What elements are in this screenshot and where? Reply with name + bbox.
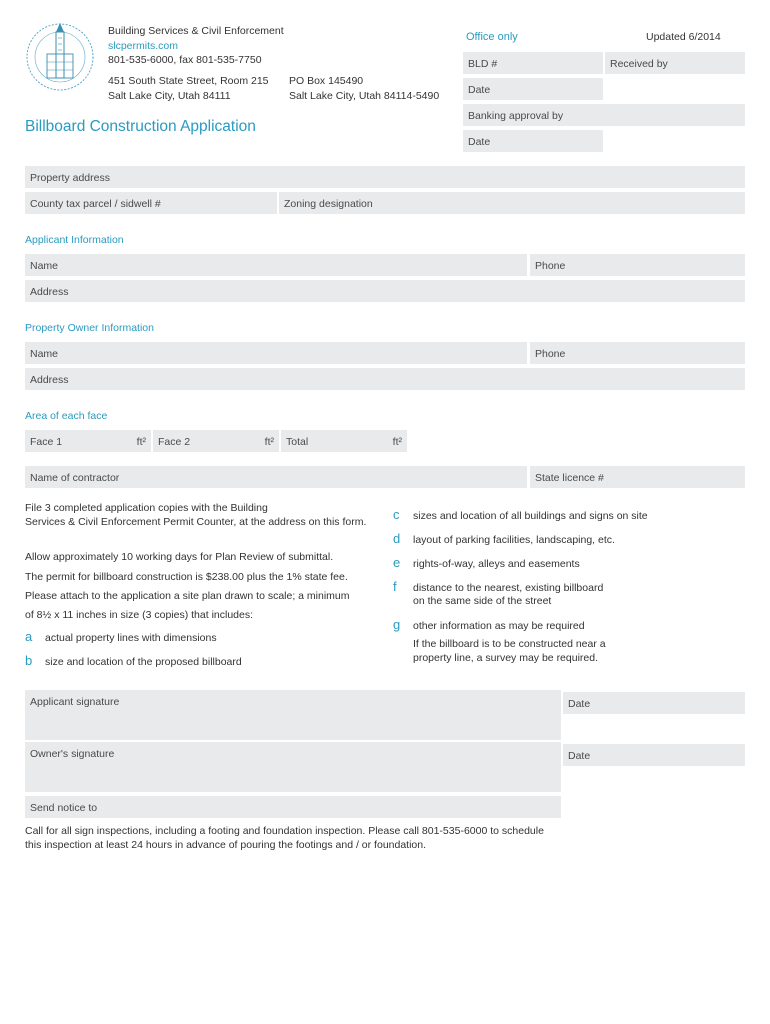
list-item-a: a actual property lines with dimensions <box>25 629 217 644</box>
banking-date-field[interactable] <box>463 130 603 152</box>
file-instruction-2: Services & Civil Enforcement Permit Counter, at the address on this form. <box>25 516 367 528</box>
zoning-label: Zoning designation <box>284 198 373 210</box>
applicant-heading: Applicant Information <box>25 234 124 246</box>
office-date-field[interactable] <box>463 78 603 100</box>
inspection-note-1: Call for all sign inspections, including a footing and foundation inspection. Please call 801-535-6000 to schedule <box>25 825 544 837</box>
office-date-label: Date <box>468 84 491 96</box>
banking-approval-field[interactable] <box>463 104 745 126</box>
po-box: PO Box 145490 <box>289 75 364 87</box>
list-item-g: g other information as may be required <box>393 617 585 632</box>
owner-heading: Property Owner Information <box>25 322 154 334</box>
street-city: Salt Lake City, Utah 84111 <box>108 89 231 102</box>
inspection-note-2: this inspection at least 24 hours in advance of pouring the footings and / or foundation. <box>25 839 427 851</box>
received-by-label: Received by <box>610 58 668 70</box>
applicant-address-field[interactable] <box>25 280 745 302</box>
zoning-field[interactable] <box>279 192 745 214</box>
property-address-field[interactable] <box>25 166 745 188</box>
contractor-name-field[interactable] <box>25 466 527 488</box>
licence-field[interactable] <box>530 466 745 488</box>
attach-text-2: of 8½ x 11 inches in size (3 copies) that includes: <box>25 609 254 621</box>
owner-signature-label: Owner's signature <box>30 748 115 760</box>
list-item-f: f distance to the nearest, existing billboard <box>393 579 604 594</box>
owner-date-field[interactable] <box>563 744 745 766</box>
licence-label: State licence # <box>535 472 604 484</box>
applicant-date-field[interactable] <box>563 692 745 714</box>
parcel-field[interactable] <box>25 192 277 214</box>
survey-note-2: property line, a survey may be required. <box>413 652 599 664</box>
list-item-f-continued: on the same side of the street <box>413 595 552 607</box>
website-link[interactable]: slcpermits.com <box>108 39 179 52</box>
attach-text-1: Please attach to the application a site plan drawn to scale; a minimum <box>25 590 350 602</box>
street-address: 451 South State Street, Room 215 <box>108 75 269 87</box>
applicant-name-field[interactable] <box>25 254 527 276</box>
applicant-phone-field[interactable] <box>530 254 745 276</box>
face1-unit: ft² <box>136 436 146 448</box>
po-city: Salt Lake City, Utah 84114-5490 <box>289 89 440 102</box>
property-address-label: Property address <box>30 172 110 184</box>
file-instruction-1: File 3 completed application copies with the Building <box>25 502 268 514</box>
fee-text: The permit for billboard construction is $238.00 plus the 1% state fee. <box>25 571 348 583</box>
send-notice-label: Send notice to <box>30 802 98 814</box>
owner-address-field[interactable] <box>25 368 745 390</box>
owner-phone-field[interactable] <box>530 342 745 364</box>
office-only-label: Office only <box>466 31 518 43</box>
area-heading: Area of each face <box>25 410 108 422</box>
survey-note-1: If the billboard is to be constructed near a <box>413 638 606 650</box>
contractor-name-label: Name of contractor <box>30 472 120 484</box>
bld-label: BLD # <box>468 58 498 70</box>
applicant-name-label: Name <box>30 260 59 272</box>
bld-number-field[interactable] <box>463 52 603 74</box>
face1-field[interactable] <box>25 430 151 452</box>
received-by-field[interactable] <box>605 52 745 74</box>
department-name: Building Services & Civil Enforcement <box>108 25 284 37</box>
applicant-signature-label: Applicant signature <box>30 696 120 708</box>
face2-label: Face 2 <box>158 436 191 448</box>
owner-signature-field[interactable] <box>25 742 561 792</box>
face2-field[interactable] <box>153 430 279 452</box>
updated-date: Updated 6/2014 <box>646 31 721 43</box>
parcel-label: County tax parcel / sidwell # <box>30 198 161 210</box>
face2-unit: ft² <box>264 436 274 448</box>
applicant-date-label: Date <box>568 698 591 710</box>
form-title: Billboard Construction Application <box>25 118 256 135</box>
total-field[interactable] <box>281 430 407 452</box>
owner-phone-label: Phone <box>535 348 566 360</box>
send-notice-field[interactable] <box>25 796 561 818</box>
list-item-d: d layout of parking facilities, landscaping, etc. <box>393 531 615 546</box>
list-item-c: c sizes and location of all buildings and signs on site <box>393 507 648 522</box>
banking-date-label: Date <box>468 136 491 148</box>
allow-text: Allow approximately 10 working days for Plan Review of submittal. <box>25 551 334 563</box>
owner-address-label: Address <box>30 374 69 386</box>
applicant-phone-label: Phone <box>535 260 566 272</box>
city-seal-logo <box>25 18 95 96</box>
face1-label: Face 1 <box>30 436 63 448</box>
total-unit: ft² <box>392 436 402 448</box>
phone-fax: 801-535-6000, fax 801-535-7750 <box>108 54 262 66</box>
applicant-signature-field[interactable] <box>25 690 561 740</box>
banking-approval-label: Banking approval by <box>468 110 564 122</box>
list-item-e: e rights-of-way, alleys and easements <box>393 555 580 570</box>
owner-name-label: Name <box>30 348 59 360</box>
applicant-address-label: Address <box>30 286 69 298</box>
owner-name-field[interactable] <box>25 342 527 364</box>
owner-date-label: Date <box>568 750 591 762</box>
list-item-b: b size and location of the proposed billboard <box>25 653 242 668</box>
total-label: Total <box>286 436 309 448</box>
